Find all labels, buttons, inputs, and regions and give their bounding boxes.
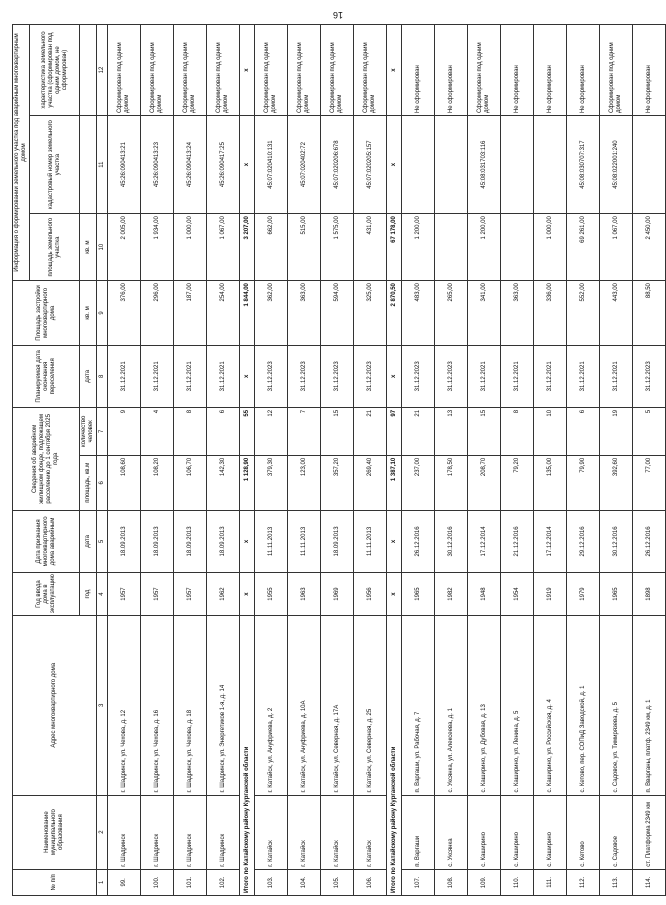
cell-people: 9 <box>108 407 141 455</box>
cell-people: 4 <box>141 407 174 455</box>
header-year: Год ввода дома в эксплуатацию <box>13 573 80 616</box>
cell-people: 8 <box>501 407 534 455</box>
emergency-housing-table <box>12 24 666 896</box>
total-date: х <box>240 510 255 572</box>
cell-no: 111. <box>534 869 567 895</box>
cell-area: 269,40 <box>354 455 387 510</box>
total-char: х <box>387 25 402 116</box>
total-area: 1 387,10 <box>387 455 402 510</box>
unit-sqm: кв. м <box>80 281 97 346</box>
table-row <box>255 25 288 896</box>
cell-land-area <box>501 214 534 281</box>
cell-area: 77,00 <box>633 455 666 510</box>
cell-date: 11.11.2013 <box>354 510 387 572</box>
total-area: 1 128,90 <box>240 455 255 510</box>
cell-land-area: 662,00 <box>255 214 288 281</box>
cell-people: 15 <box>321 407 354 455</box>
total-cad: х <box>240 116 255 214</box>
cell-muni: г. Шадринск <box>174 795 207 869</box>
cell-plan: 31.12.2021 <box>174 345 207 407</box>
cell-area: 142,30 <box>207 455 240 510</box>
cell-muni: г. Шадринск <box>207 795 240 869</box>
cell-land-area: 2 005,00 <box>108 214 141 281</box>
cell-plan: 31.12.2021 <box>600 345 633 407</box>
cell-plan: 31.12.2023 <box>633 345 666 407</box>
cell-people: 15 <box>468 407 501 455</box>
cell-muni: г. Катайск <box>288 795 321 869</box>
cell-address: п. Варгаши, ул. Рабочая, д. 7 <box>402 616 435 795</box>
col-num: 8 <box>97 345 108 407</box>
cell-date: 17.12.2014 <box>468 510 501 572</box>
cell-plan: 31.12.2023 <box>288 345 321 407</box>
cell-cad: 45:26:090417:25 <box>207 116 240 214</box>
cell-address: г. Шадринск, ул. Чехова, д. 16 <box>141 616 174 795</box>
cell-plan: 31.12.2023 <box>321 345 354 407</box>
cell-plan: 31.12.2021 <box>534 345 567 407</box>
table-row <box>435 25 468 896</box>
cell-people: 8 <box>174 407 207 455</box>
cell-address: с. Уксянка, ул. Алексеева, д. 1 <box>435 616 468 795</box>
cell-area: 178,50 <box>435 455 468 510</box>
cell-date: 18.09.2013 <box>141 510 174 572</box>
cell-muni: г. Катайск <box>321 795 354 869</box>
cell-people: 10 <box>534 407 567 455</box>
cell-cad <box>435 116 468 214</box>
cell-build-area: 296,00 <box>141 281 174 346</box>
unit-year: год <box>80 573 97 616</box>
cell-no: 102. <box>207 869 240 895</box>
cell-muni: с. Каширино <box>501 795 534 869</box>
cell-people: 6 <box>567 407 600 455</box>
col-num: 11 <box>97 116 108 214</box>
cell-muni: п. Варгаши <box>402 795 435 869</box>
cell-muni: с. Кетово <box>567 795 600 869</box>
cell-address: г. Шадринск, ул. Чехова, д. 18 <box>174 616 207 795</box>
unit-people: количество человек <box>80 407 97 455</box>
cell-build-area: 336,00 <box>534 281 567 346</box>
header-address: Адрес многоквартирного дома <box>13 616 97 795</box>
col-num: 12 <box>97 25 108 116</box>
cell-build-area: 88,50 <box>633 281 666 346</box>
table-row <box>534 25 567 896</box>
cell-char: Не сформирован <box>633 25 666 116</box>
cell-plan: 31.12.2021 <box>108 345 141 407</box>
total-year: х <box>240 573 255 616</box>
cell-cad: 45:07:020410:131 <box>255 116 288 214</box>
col-num: 10 <box>97 214 108 281</box>
col-num: 1 <box>97 869 108 895</box>
cell-plan: 31.12.2021 <box>141 345 174 407</box>
cell-year: 1969 <box>321 573 354 616</box>
cell-area: 208,70 <box>468 455 501 510</box>
cell-date: 18.09.2013 <box>174 510 207 572</box>
cell-cad <box>501 116 534 214</box>
cell-cad: 45:07:020402:72 <box>288 116 321 214</box>
cell-people: 21 <box>402 407 435 455</box>
cell-muni: г. Шадринск <box>141 795 174 869</box>
unit-empty <box>80 116 97 214</box>
cell-plan: 31.12.2023 <box>435 345 468 407</box>
total-plan: х <box>387 345 402 407</box>
cell-build-area: 265,00 <box>435 281 468 346</box>
cell-land-area: 515,00 <box>288 214 321 281</box>
cell-people: 21 <box>354 407 387 455</box>
unit-date2: дата <box>80 345 97 407</box>
cell-no: 113. <box>600 869 633 895</box>
header-plan: Планируемая дата окончания переселения <box>13 345 80 407</box>
cell-no: 103. <box>255 869 288 895</box>
cell-cad: 45:26:090413:21 <box>108 116 141 214</box>
rotated-table-page <box>12 24 652 896</box>
cell-char: Сформирован под одним домом <box>354 25 387 116</box>
cell-muni: г. Шадринск <box>108 795 141 869</box>
cell-people: 12 <box>255 407 288 455</box>
cell-build-area: 187,00 <box>174 281 207 346</box>
cell-land-area: 1 067,00 <box>207 214 240 281</box>
cell-address: г. Шадринск, ул. Чехова, д. 12 <box>108 616 141 795</box>
cell-build-area: 254,00 <box>207 281 240 346</box>
cell-build-area: 594,00 <box>321 281 354 346</box>
cell-address: г. Шадринск, ул. Энергетиков 1-я, д. 14 <box>207 616 240 795</box>
cell-date: 30.12.2016 <box>600 510 633 572</box>
cell-year: 1956 <box>354 573 387 616</box>
cell-cad: 45:07:020206:678 <box>321 116 354 214</box>
cell-area: 79,90 <box>567 455 600 510</box>
cell-address: г. Катайск, ул. Северная, д. 25 <box>354 616 387 795</box>
total-label: Итого по Катайскому району Курганской области <box>387 616 402 896</box>
cell-address: п. Вварганы, платф. 2349 км, д. 1 <box>633 616 666 795</box>
cell-plan: 31.12.2021 <box>501 345 534 407</box>
cell-area: 123,00 <box>288 455 321 510</box>
col-num: 3 <box>97 616 108 795</box>
cell-no: 114. <box>633 869 666 895</box>
cell-people: 6 <box>207 407 240 455</box>
cell-land-area: 1 934,00 <box>141 214 174 281</box>
cell-area: 108,60 <box>108 455 141 510</box>
col-num: 6 <box>97 455 108 510</box>
cell-char: Не сформирован <box>402 25 435 116</box>
header-char: характеристика земельного участка (сформирован под одним домом, не сформирован) <box>30 25 80 116</box>
cell-date: 18.09.2013 <box>321 510 354 572</box>
cell-no: 99. <box>108 869 141 895</box>
cell-char: Сформирован под одним домом <box>321 25 354 116</box>
col-num: 4 <box>97 573 108 616</box>
cell-address: с. Кетово, пер. СОПиД Заводской, д. 1 <box>567 616 600 795</box>
cell-plan: 31.12.2021 <box>207 345 240 407</box>
cell-char: Сформирован под одним домом <box>255 25 288 116</box>
cell-year: 1965 <box>600 573 633 616</box>
cell-year: 1979 <box>567 573 600 616</box>
total-land-area: 67 178,00 <box>387 214 402 281</box>
cell-no: 106. <box>354 869 387 895</box>
total-build-area: 2 870,50 <box>387 281 402 346</box>
cell-address: с. Каширино, ул. Ленина, д. 5 <box>501 616 534 795</box>
cell-year: 1898 <box>633 573 666 616</box>
cell-area: 106,70 <box>174 455 207 510</box>
cell-char: Не сформирован <box>435 25 468 116</box>
cell-date: 30.12.2016 <box>435 510 468 572</box>
total-date: х <box>387 510 402 572</box>
cell-no: 104. <box>288 869 321 895</box>
cell-land-area: 1 000,00 <box>534 214 567 281</box>
cell-date: 17.12.2014 <box>534 510 567 572</box>
cell-area: 108,20 <box>141 455 174 510</box>
cell-date: 11.11.2013 <box>255 510 288 572</box>
header-recognition: Дата признания многоквартирного дома аварийным <box>13 510 80 572</box>
cell-address: с. Каширино, ул. Российская, д. 4 <box>534 616 567 795</box>
cell-no: 109. <box>468 869 501 895</box>
table-row <box>600 25 633 896</box>
total-land-area: 3 207,00 <box>240 214 255 281</box>
cell-date: 18.09.2013 <box>207 510 240 572</box>
cell-build-area: 552,00 <box>567 281 600 346</box>
cell-land-area <box>435 214 468 281</box>
cell-plan: 31.12.2023 <box>255 345 288 407</box>
cell-address: г. Катайск, ул. Ануфриева, д. 10А <box>288 616 321 795</box>
col-num: 9 <box>97 281 108 346</box>
cell-build-area: 376,00 <box>108 281 141 346</box>
cell-area: 237,00 <box>402 455 435 510</box>
cell-land-area: 1 067,00 <box>600 214 633 281</box>
cell-people: 13 <box>435 407 468 455</box>
cell-year: 1954 <box>501 573 534 616</box>
cell-area: 135,00 <box>534 455 567 510</box>
cell-year: 1962 <box>207 573 240 616</box>
cell-date: 11.11.2013 <box>288 510 321 572</box>
cell-muni: с. Каширино <box>534 795 567 869</box>
cell-land-area: 431,00 <box>354 214 387 281</box>
table-row <box>567 25 600 896</box>
table-row <box>108 25 141 896</box>
cell-year: 1957 <box>174 573 207 616</box>
cell-year: 1957 <box>108 573 141 616</box>
unit-area: площадь, кв.м <box>80 455 97 510</box>
cell-cad <box>402 116 435 214</box>
table-row <box>468 25 501 896</box>
total-row <box>387 25 402 896</box>
header-build-area: Площадь застройки многоквартирного дома <box>13 281 80 346</box>
cell-no: 101. <box>174 869 207 895</box>
total-build-area: 1 844,00 <box>240 281 255 346</box>
cell-plan: 31.12.2023 <box>354 345 387 407</box>
table-row <box>174 25 207 896</box>
cell-area: 357,20 <box>321 455 354 510</box>
table-row <box>633 25 666 896</box>
table-row <box>354 25 387 896</box>
total-char: х <box>240 25 255 116</box>
cell-year: 1919 <box>534 573 567 616</box>
cell-year: 1957 <box>141 573 174 616</box>
col-num: 2 <box>97 795 108 869</box>
cell-year: 1963 <box>288 573 321 616</box>
total-row <box>240 25 255 896</box>
table-row <box>321 25 354 896</box>
cell-year: 1948 <box>468 573 501 616</box>
cell-land-area: 1 000,00 <box>174 214 207 281</box>
cell-char: Не сформирован <box>567 25 600 116</box>
header-info: Сведения об аварийном жилищном фонде, подлежащем расселению до 1 сентября 2025 года <box>13 407 80 510</box>
cell-land-area: 69 261,00 <box>567 214 600 281</box>
cell-cad: 45:08:031703:116 <box>468 116 501 214</box>
cell-land-area: 1 200,00 <box>402 214 435 281</box>
cell-land-area: 2 450,00 <box>633 214 666 281</box>
cell-cad: 45:26:090413:23 <box>141 116 174 214</box>
cell-char: Сформирован под одним домом <box>174 25 207 116</box>
cell-date: 29.12.2016 <box>567 510 600 572</box>
cell-build-area: 483,00 <box>402 281 435 346</box>
cell-muni: с. Каширино <box>468 795 501 869</box>
cell-char: Не сформирован <box>534 25 567 116</box>
cell-address: с. Садовое, ул. Тимирязева, д. 5 <box>600 616 633 795</box>
cell-cad: 45:08:030707:317 <box>567 116 600 214</box>
cell-build-area: 363,00 <box>288 281 321 346</box>
cell-year: 1965 <box>402 573 435 616</box>
table-row <box>288 25 321 896</box>
cell-char: Сформирован под одним домом <box>108 25 141 116</box>
cell-char: Сформирован под одним домом <box>468 25 501 116</box>
cell-build-area: 341,00 <box>468 281 501 346</box>
unit-sqm2: кв. м <box>80 214 97 281</box>
cell-build-area: 363,00 <box>501 281 534 346</box>
cell-area: 79,20 <box>501 455 534 510</box>
cell-char: Сформирован под одним домом <box>288 25 321 116</box>
header-cad: кадастровый номер земельного участка <box>30 116 80 214</box>
cell-build-area: 443,00 <box>600 281 633 346</box>
cell-char: Сформирован под одним домом <box>600 25 633 116</box>
cell-cad: 45:26:090413:24 <box>174 116 207 214</box>
cell-land-area: 1 200,00 <box>468 214 501 281</box>
cell-cad: 45:08:022001:240 <box>600 116 633 214</box>
unit-empty <box>80 25 97 116</box>
cell-no: 105. <box>321 869 354 895</box>
header-land-area: площадь земельного участка <box>30 214 80 281</box>
cell-land-area: 1 575,00 <box>321 214 354 281</box>
cell-no: 107. <box>402 869 435 895</box>
cell-people: 5 <box>633 407 666 455</box>
total-label: Итого по Катайскому району Курганской области <box>240 616 255 896</box>
cell-address: с. Каширино, ул. Дубовая, д. 13 <box>468 616 501 795</box>
cell-year: 1982 <box>435 573 468 616</box>
cell-address: г. Катайск, ул. Ануфриева, д. 2 <box>255 616 288 795</box>
cell-plan: 31.12.2021 <box>567 345 600 407</box>
table-row <box>402 25 435 896</box>
cell-address: г. Катайск, ул. Северная, д. 17А <box>321 616 354 795</box>
cell-no: 100. <box>141 869 174 895</box>
page-number: 16 <box>333 10 344 20</box>
cell-date: 18.09.2013 <box>108 510 141 572</box>
cell-year: 1955 <box>255 573 288 616</box>
table-row <box>141 25 174 896</box>
cell-plan: 31.12.2023 <box>402 345 435 407</box>
total-year: х <box>387 573 402 616</box>
total-cad: х <box>387 116 402 214</box>
cell-plan: 31.12.2021 <box>468 345 501 407</box>
cell-cad <box>534 116 567 214</box>
cell-muni: г. Катайск <box>354 795 387 869</box>
cell-muni: с. Садовое <box>600 795 633 869</box>
col-num: 7 <box>97 407 108 455</box>
cell-area: 392,60 <box>600 455 633 510</box>
cell-area: 379,30 <box>255 455 288 510</box>
cell-date: 21.12.2016 <box>501 510 534 572</box>
cell-people: 19 <box>600 407 633 455</box>
cell-no: 110. <box>501 869 534 895</box>
col-num: 5 <box>97 510 108 572</box>
cell-date: 26.12.2016 <box>402 510 435 572</box>
cell-cad <box>633 116 666 214</box>
cell-build-area: 325,00 <box>354 281 387 346</box>
cell-date: 26.12.2016 <box>633 510 666 572</box>
unit-date: дата <box>80 510 97 572</box>
cell-no: 108. <box>435 869 468 895</box>
cell-char: Сформирован под одним домом <box>207 25 240 116</box>
header-num: № п/п <box>13 869 97 895</box>
cell-build-area: 362,00 <box>255 281 288 346</box>
table-row <box>501 25 534 896</box>
total-plan: х <box>240 345 255 407</box>
table-row <box>207 25 240 896</box>
header-land: Информация о формировании земельного участка под аварийным многоквартирным домом <box>13 25 30 281</box>
cell-no: 112. <box>567 869 600 895</box>
cell-char: Не сформирован <box>501 25 534 116</box>
total-people: 55 <box>240 407 255 455</box>
cell-people: 7 <box>288 407 321 455</box>
total-people: 97 <box>387 407 402 455</box>
cell-muni: с. Уксянка <box>435 795 468 869</box>
cell-char: Сформирован под одним домом <box>141 25 174 116</box>
header-muni: Наименование муниципального образования <box>13 795 97 869</box>
cell-muni: г. Катайск <box>255 795 288 869</box>
cell-cad: 45:07:020205:157 <box>354 116 387 214</box>
cell-muni: ст. Платформа 2349 км <box>633 795 666 869</box>
